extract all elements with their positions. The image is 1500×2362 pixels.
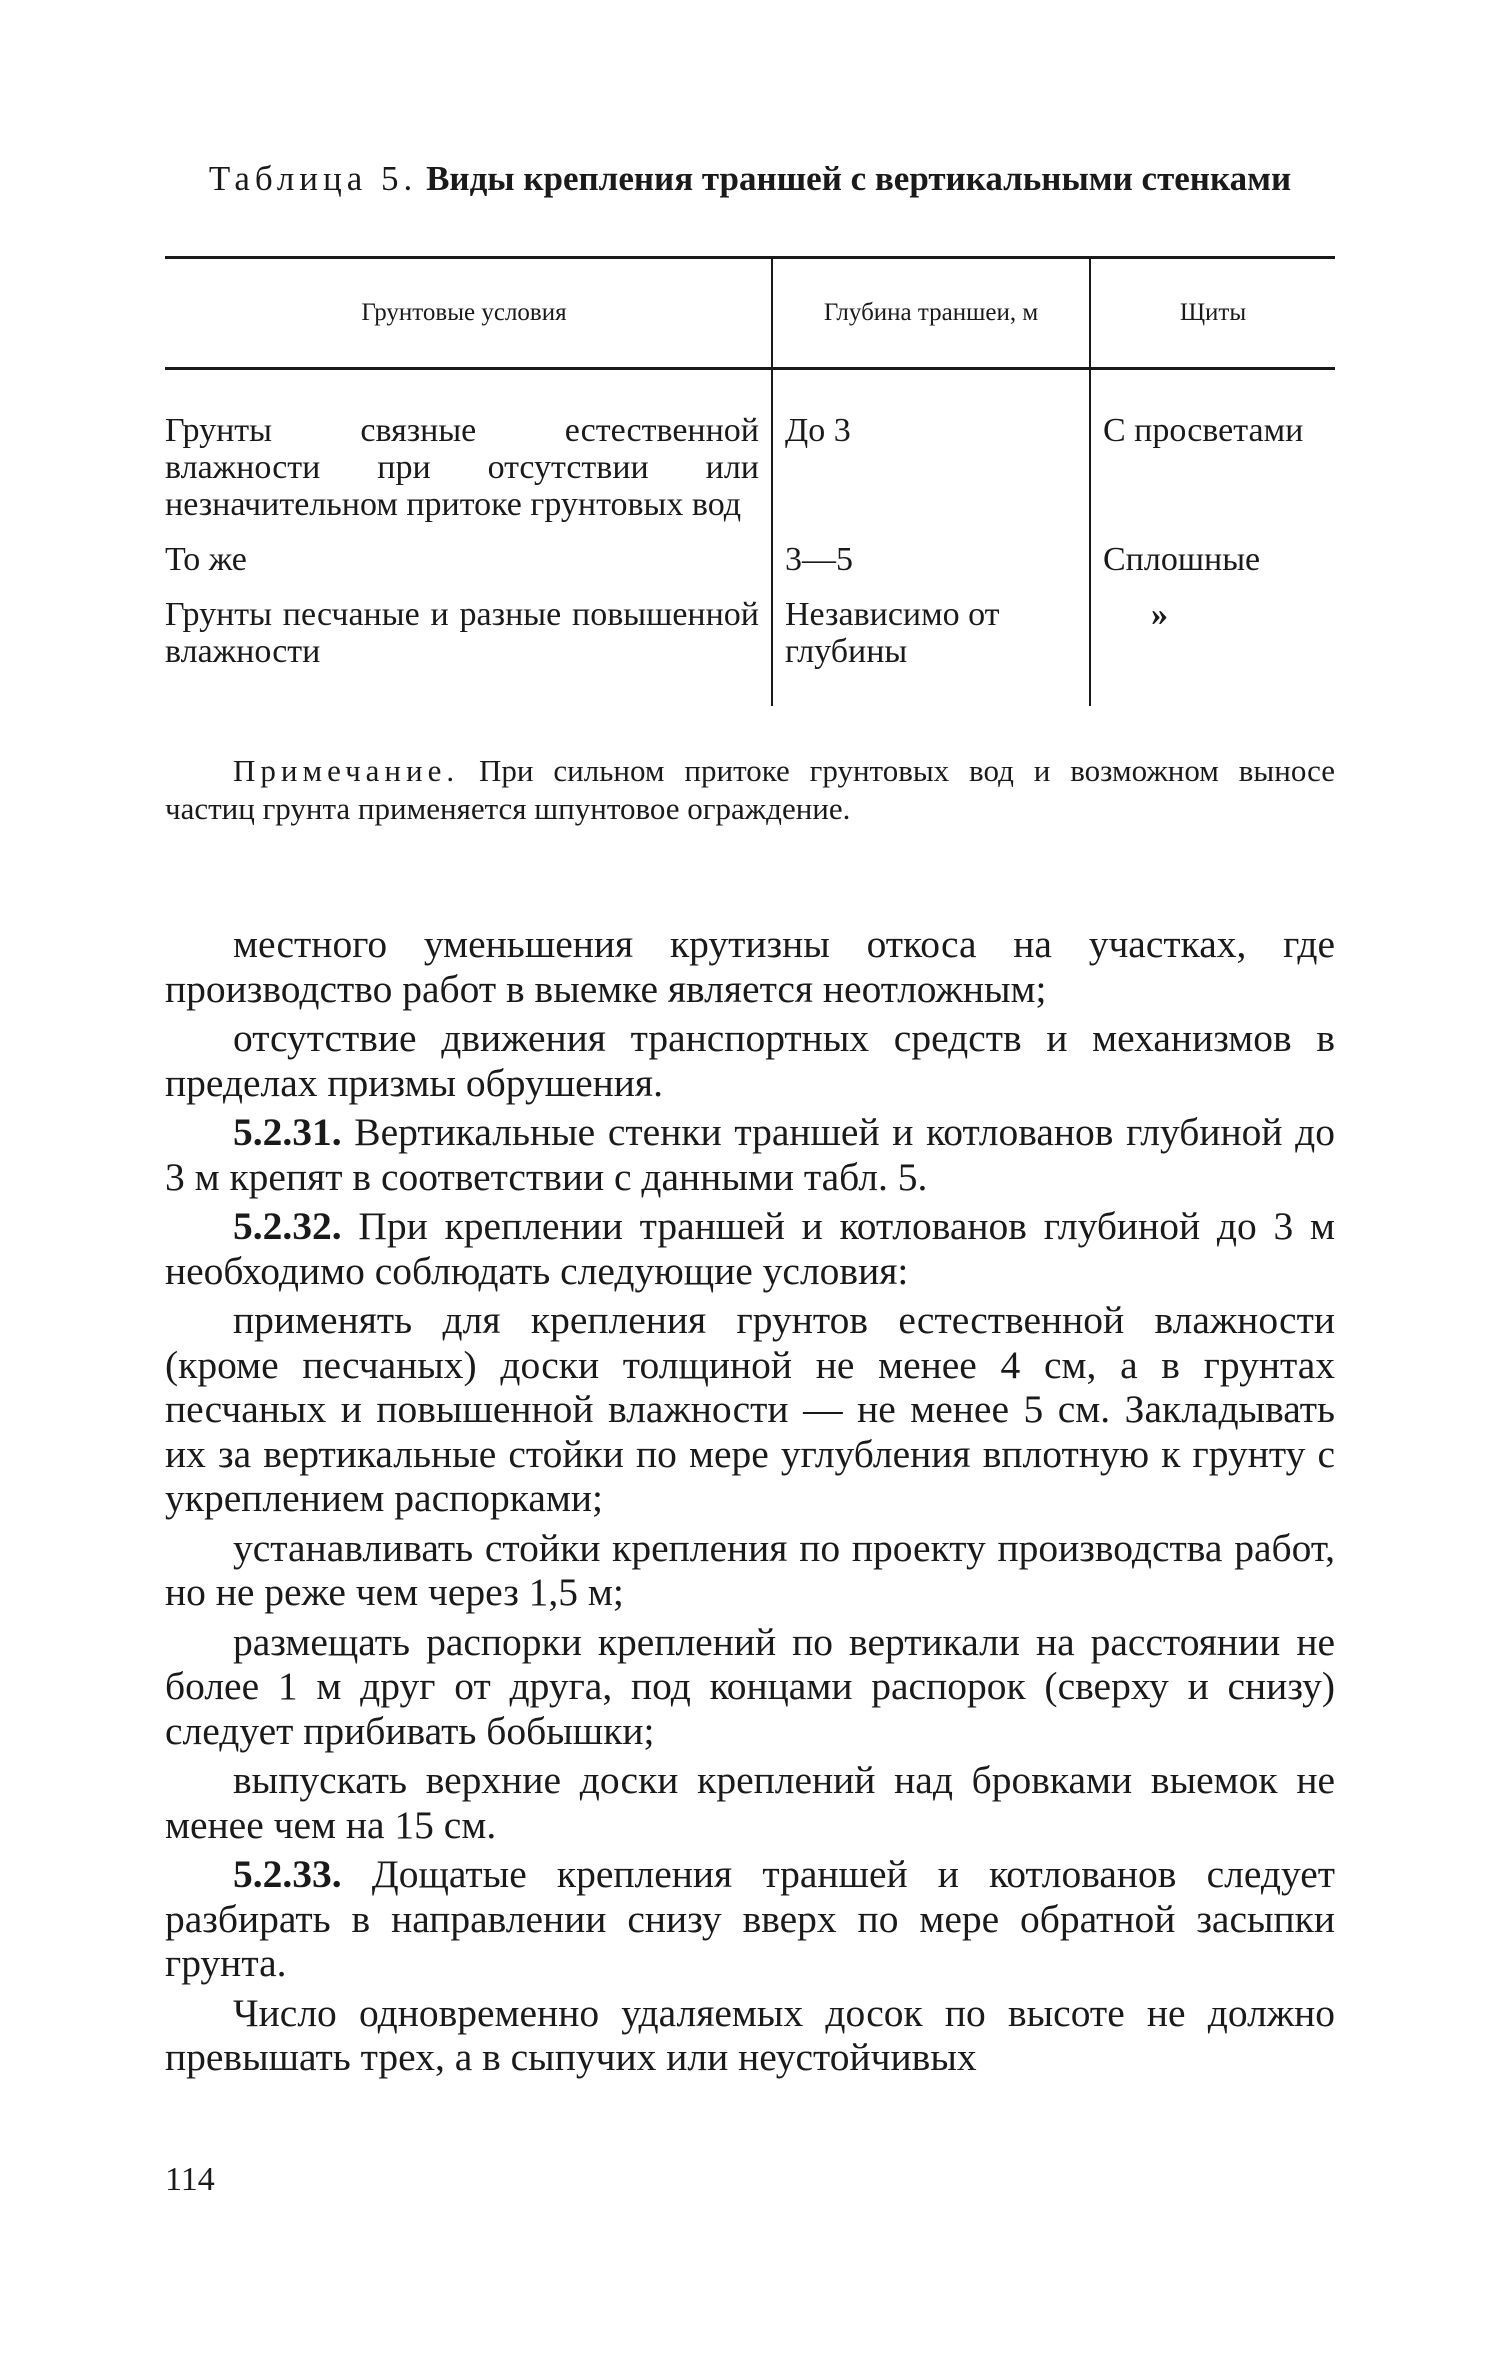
cell-conditions: Грунты песчаные и разные повышенной влажности — [165, 596, 759, 670]
table-header-row — [165, 258, 1335, 369]
paragraph — [165, 1991, 1335, 2080]
paragraph — [165, 1110, 1335, 1199]
cell-conditions: Грунты связные естественной влажности при отсутствии или незначительном притоке грунтовых вод — [165, 412, 759, 523]
note-label: Примечание. — [233, 753, 460, 788]
paragraph-text: выпускать верхние доски креплений над бровками выемок не менее чем на 15 см. — [165, 1758, 1335, 1847]
header-boards: Щиты — [1090, 258, 1335, 369]
table-row — [165, 369, 1335, 524]
paragraph — [165, 1852, 1335, 1986]
paragraph-text: Вертикальные стенки траншей и котлованов глубиной до 3 м крепят в соответствии с данными табл. 5. — [165, 1110, 1336, 1199]
table-caption-title: Виды крепления траншей с вертикальными стенками — [426, 159, 1292, 198]
table-row — [165, 523, 1335, 578]
paragraph-text: местного уменьшения крутизны откоса на участках, где производство работ в выемке является неотложным; — [165, 922, 1335, 1011]
note-text: При сильном притоке грунтовых вод и возможном выносе частиц грунта применяется шпунтовое ограждение. — [165, 753, 1335, 826]
cell-depth: До 3 — [772, 369, 1090, 524]
cell-depth: 3—5 — [772, 523, 1090, 578]
cell-boards — [1090, 578, 1335, 706]
page-number: 114 — [165, 2161, 215, 2198]
clause-number: 5.2.33. — [233, 1852, 342, 1896]
paragraph — [165, 1016, 1335, 1105]
paragraph — [165, 1298, 1335, 1521]
cell-depth: Независимо от глубины — [772, 578, 1090, 706]
paragraph-text: Дощатые крепления траншей и котлованов следует разбирать в направлении снизу вверх по мере обратной засыпки грунта. — [165, 1852, 1336, 1985]
table-caption-label: Таблица 5. — [208, 159, 418, 198]
table — [165, 256, 1335, 706]
cell-boards: С просветами — [1090, 369, 1335, 524]
ditto-mark: » — [1151, 596, 1168, 633]
paragraph-text: размещать распорки креплений по вертикали на расстоянии не более 1 м друг от друга, под концами распорок (сверху и снизу) следует прибивать бобышки; — [165, 1619, 1335, 1753]
paragraph-text: Число одновременно удаляемых досок по высоте не должно превышать трех, а в сыпучих или неустойчивых — [165, 1990, 1335, 2079]
paragraph-text: отсутствие движения транспортных средств и механизмов в пределах призмы обрушения. — [165, 1016, 1335, 1105]
paragraph-text: применять для крепления грунтов естественной влажности (кроме песчаных) доски толщиной не менее 4 см, а в грунтах песчаных и повышенной влажности — не менее 5 см. Закладывать их за вертикальные стойки по мере углубления вплотную к грунту с укреплением распорками; — [165, 1298, 1335, 1520]
body-text — [165, 922, 1335, 2085]
paragraph — [165, 1526, 1335, 1615]
paragraph — [165, 1620, 1335, 1754]
clause-number: 5.2.31. — [233, 1110, 342, 1154]
table-note — [165, 752, 1335, 828]
header-trench-depth: Глубина траншеи, м — [772, 258, 1090, 369]
paragraph-text: При креплении траншей и котлованов глубиной до 3 м необходимо соблюдать следующие условия: — [165, 1204, 1335, 1293]
paragraph — [165, 922, 1335, 1011]
paragraph — [165, 1758, 1335, 1847]
table-row — [165, 578, 1335, 706]
paragraph — [165, 1204, 1335, 1293]
table-caption — [165, 160, 1335, 198]
paragraph-text: устанавливать стойки крепления по проекту производства работ, но не реже чем через 1,5 м; — [165, 1525, 1335, 1614]
cell-conditions: То же — [165, 541, 247, 578]
clause-number: 5.2.32. — [233, 1204, 342, 1248]
header-soil-conditions: Грунтовые условия — [165, 258, 772, 369]
cell-boards: Сплошные — [1090, 523, 1335, 578]
